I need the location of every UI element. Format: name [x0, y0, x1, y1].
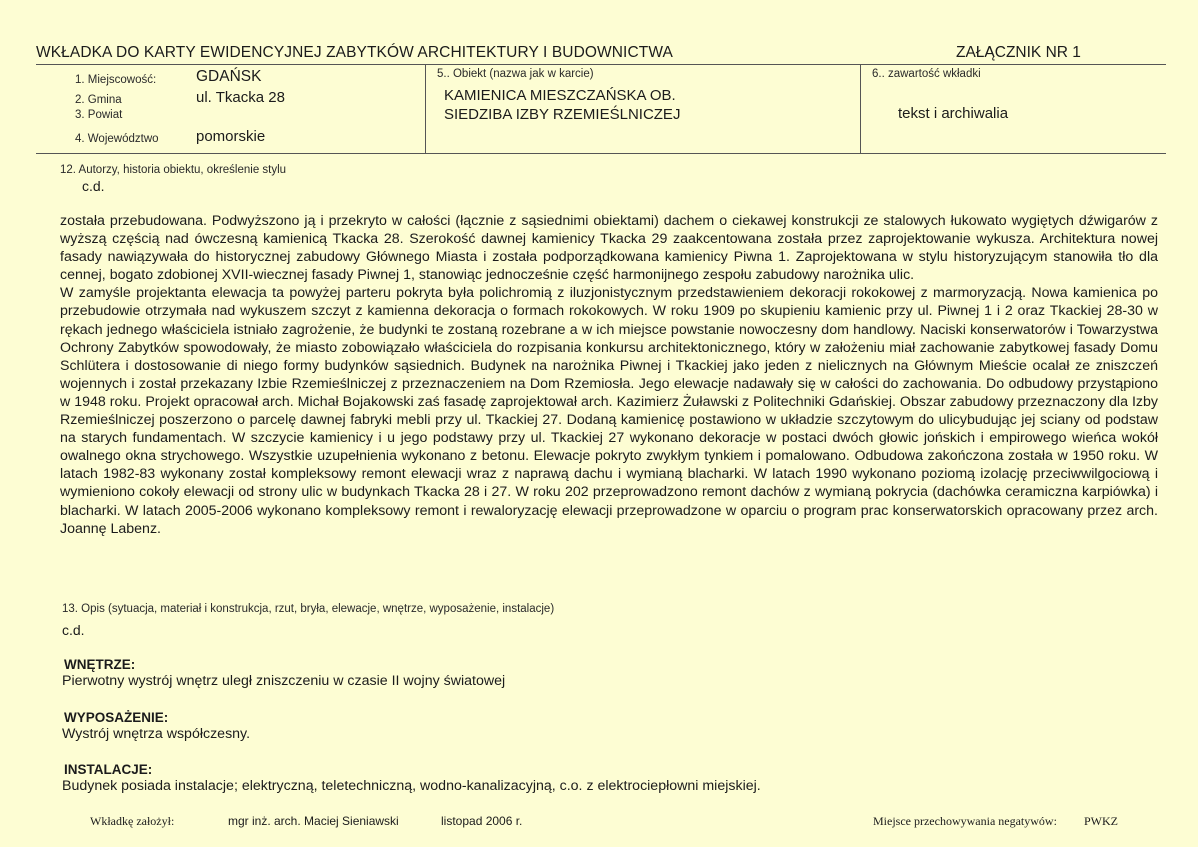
table-bottom-border: [36, 153, 1166, 154]
creation-date: listopad 2006 r.: [441, 814, 523, 828]
field-5-label: 5.. Obiekt (nazwa jak w karcie): [437, 68, 594, 80]
equipment-heading: WYPOSAŻENIE:: [64, 710, 169, 725]
equipment-text: Wystrój wnętrza współczesny.: [62, 726, 251, 742]
attachment-number: ZAŁĄCZNIK NR 1: [956, 44, 1081, 61]
field-1-value: GDAŃSK: [196, 68, 262, 85]
history-paragraph: została przebudowana. Podwyższono ją i przekryto w całości (łącznie z sąsiednimi obiektami) dachem o ciekawej konstrukcji ze stalowych łukowato wygiętych dźwigarów z wyższą częścią nad ówczesną kamienicą Tkacka 28. Szerokość dawnej kamienicy Tkacka 29 zaakcentowana została przez zaprojektowanie wykusza. Architektura nowej fasady nawiązywała do historycznej zabudowy Głównego Miasta i została podporządkowana kamienicy Piwna 1. Zaprojektowana w stylu historyzującym stanowiła tło dla cennej, bogato zdobionej XVII-wiecznej fasady Piwnej 1, stanowiąc jednocześnie część harmonijnego zespołu zabudowy narożnika ulic.: [60, 213, 1158, 284]
field-3-label: 3. Powiat: [75, 109, 123, 121]
section-12-cd: c.d.: [82, 178, 105, 194]
section-13-cd: c.d.: [62, 622, 85, 638]
installations-text: Budynek posiada instalacje; elektryczną, teletechniczną, wodno-kanalizacyjną, c.o. z elektrociepłowni miejskiej.: [62, 778, 761, 794]
document-title: WKŁADKA DO KARTY EWIDENCYJNEJ ZABYTKÓW ARCHITEKTURY I BUDOWNICTWA: [36, 44, 673, 61]
section-13-label: 13. Opis (sytuacja, materiał i konstrukcja, rzut, bryła, elewacje, wnętrze, wyposażenie, instalacje): [62, 603, 555, 615]
field-4-label: 4. Województwo: [75, 133, 159, 145]
created-by-label: Wkładkę założył:: [90, 814, 175, 828]
field-1-label: 1. Miejscowość:: [75, 74, 157, 86]
installations-heading: INSTALACJE:: [64, 762, 153, 777]
field-2-label: 2. Gmina: [75, 94, 122, 106]
interior-text: Pierwotny wystrój wnętrz uległ zniszczeniu w czasie II wojny światowej: [62, 673, 506, 689]
field-6-value: tekst i archiwalia: [898, 105, 1009, 122]
table-divider-2: [860, 64, 861, 153]
field-5-value-line1: KAMIENICA MIESZCZAŃSKA OB.: [444, 87, 676, 104]
history-text: [60, 212, 1158, 538]
field-4-value: pomorskie: [196, 128, 266, 145]
field-5-value-line2: SIEDZIBA IZBY RZEMIEŚLNICZEJ: [444, 106, 681, 123]
field-6-label: 6.. zawartość wkładki: [872, 68, 981, 80]
section-12-label: 12. Autorzy, historia obiektu, określenie stylu: [60, 164, 287, 176]
history-paragraph: W zamyśle projektanta elewacja ta powyżej parteru pokryta była polichromią z iluzjonistycznym przedstawieniem dekoracji rokokowej z marmoryzacją. Nowa kamienica po przebudowie otrzymała nad wykuszem szczyt z kamienna dekoracja o formach rokokowych. W roku 1909 po skupieniu kamienic przy ul. Piwnej 1 i 2 oraz Tkackiej 28-30 w rękach jednego właściciela istniało zagrożenie, że budynki te zostaną rozebrane a w ich miejsce powstanie nowoczesny dom handlowy. Naciski konserwatorów i Towarzystwa Ochrony Zabytków spowodowały, że miasto zobowiązało właściciela do rozpisania konkursu architektonicznego, który w założeniu miał zachowanie zabytkowej fasady Domu Schlütera i dostosowanie di niego formy budynków sąsiednich. Budynek na narożnika Piwnej i Tkackiej jako jeden z nielicznych na Głównym Mieście ocalał ze zniszczeń wojennych i został przekazany Izbie Rzemieślniczej z przeznaczeniem na Dom Rzemiosła. Jego elewacje nadawały się w całości do zachowania. Do odbudowy przystąpiono w 1948 roku. Projekt opracował arch. Michał Bojakowski zaś fasadę zaprojektował arch. Kazimierz Żuławski z Politechniki Gdańskiej. Obszar zabudowy przeznaczony dla Izby Rzemieślniczej poszerzono o parcelę dawnej fabryki mebli przy ul. Tkackiej 27. Dodaną kamienicę postawiono w układzie szczytowym do ulicybudując jej sciany od podstaw na starych fundamentach. W szczycie kamienicy i u jego podstawy przy ul. Tkackiej 27 wykonano dekoracje w postaci dwóch głowic jońskich i empirowego wieńca wokół owalnego okna strychowego. Wszystkie uzupełnienia wykonano z betonu. Elewacje pokryto zwykłym tynkiem i pomalowano. Odbudowa zakończona została w 1950 roku. W latach 1982-83 wykonany został kompleksowy remont elewacji wraz z naprawą dachu i wymianą blacharki. W latach 1990 wykonano poziomą izolację przeciwwilgociową i wymieniono cokoły elewacji od strony ulic w budynkach Tkacka 28 i 27. W roku 202 przeprowadzono remont dachów z wymianą pokrycia (dachówka ceramiczna karpiówka) i blacharki. W latach 2005-2006 wykonano kompleksowy remont i rewaloryzację elewacji przeprowadzone w oparciu o program prac konserwatorskich opracowany przez arch. Joannę Labenz.: [60, 285, 1158, 537]
negatives-location-value: PWKZ: [1084, 814, 1118, 828]
field-2-value: ul. Tkacka 28: [196, 89, 285, 106]
interior-heading: WNĘTRZE:: [64, 657, 136, 672]
author-name: mgr inż. arch. Maciej Sieniawski: [228, 814, 399, 828]
table-divider-1: [425, 64, 426, 153]
table-top-border: [36, 64, 1166, 65]
negatives-location-label: Miejsce przechowywania negatywów:: [873, 814, 1057, 828]
